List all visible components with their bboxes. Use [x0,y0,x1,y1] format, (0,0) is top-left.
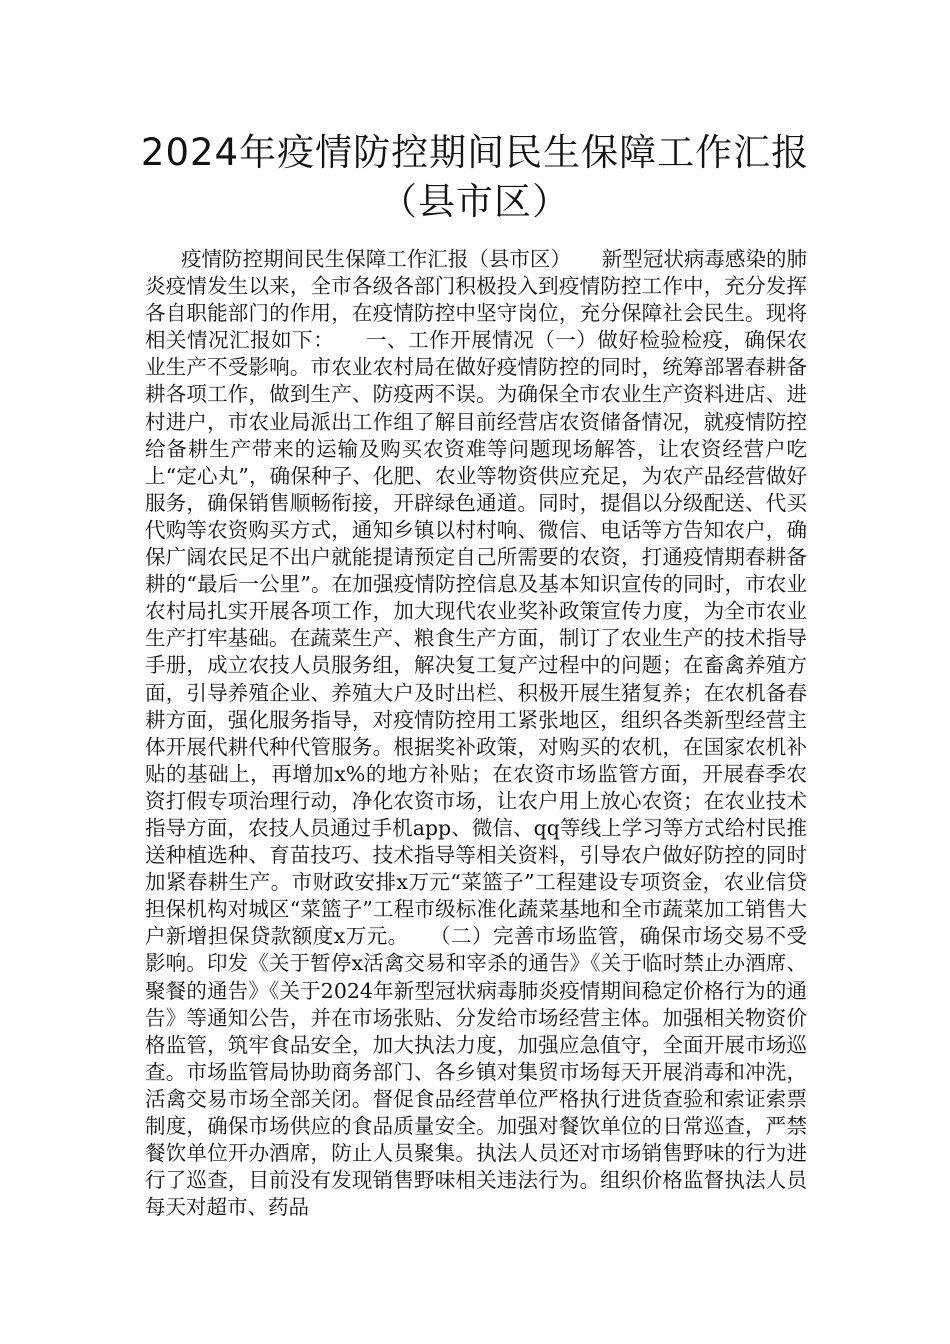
document-title [60,128,890,226]
body-paragraph: 疫情防控期间民生保障工作汇报（县市区） 新型冠状病毒感染的肺炎疫情发生以来，全市各级各部门积极投入到疫情防控工作中，充分发挥各自职能部门的作用，在疫情防控中坚守岗位，充分保障社会民生。现将相关情况汇报如下： 一、工作开展情况（一）做好检验检疫，确保农业生产不受影响。市农业农村局在做好疫情防控的同时，统筹部署春耕备耕各项工作，做到生产、防疫两不误。为确保全市农业生产资料进店、进村进户，市农业局派出工作组了解目前经营店农资储备情况，就疫情防控给备耕生产带来的运输及购买农资难等问题现场解答，让农资经营户吃上“定心丸”，确保种子、化肥、农业等物资供应充足，为农产品经营做好服务，确保销售顺畅衔接，开辟绿色通道。同时，提倡以分级配送、代买代购等农资购买方式，通知乡镇以村村响、微信、电话等方告知农户，确保广阔农民足不出户就能提请预定自己所需要的农资，打通疫情期春耕备耕的“最后一公里”。在加强疫情防控信息及基本知识宣传的同时，市农业农村局扎实开展各项工作，加大现代农业奖补政策宣传力度，为全市农业生产打牢基础。在蔬菜生产、粮食生产方面，制订了农业生产的技术指导手册，成立农技人员服务组，解决复工复产过程中的问题；在畜禽养殖方面，引导养殖企业、养殖大户及时出栏、积极开展生猪复养；在农机备春耕方面，强化服务指导，对疫情防控用工紧张地区，组织各类新型经营主体开展代耕代种代管服务。根据奖补政策，对购买的农机，在国家农机补贴的基础上，再增加x%的地方补贴；在农资市场监管方面，开展春季农资打假专项治理行动，净化农资市场，让农户用上放心农资；在农业技术指导方面，农技人员通过手机app、微信、qq等线上学习等方式给村民推送种植选种、育苗技巧、技术指导等相关资料，引导农户做好防控的同时加紧春耕生产。市财政安排x万元“菜篮子”工程建设专项资金，农业信贷担保机构对城区“菜篮子”工程市级标准化蔬菜基地和全市蔬菜加工销售大户新增担保贷款额度x万元。 （二）完善市场监管，确保市场交易不受影响。印发《关于暂停x活禽交易和宰杀的通告》《关于临时禁止办酒席、聚餐的通告》《关于2024年新型冠状病毒肺炎疫情期间稳定价格行为的通告》等通知公告，并在市场张贴、分发给市场经营主体。加强相关物资价格监管，筑牢食品安全，加大执法力度，加强应急值守，全面开展市场巡查。市场监管局协助商务部门、各乡镇对集贸市场每天开展消毒和冲洗，活禽交易市场全部关闭。督促食品经营单位严格执行进货查验和索证索票制度，确保市场供应的食品质量安全。加强对餐饮单位的日常巡查，严禁餐饮单位开办酒席，防止人员聚集。执法人员还对市场销售野味的行为进行了巡查，目前没有发现销售野味相关违法行为。组织价格监督执法人员每天对超市、药品 [145,247,807,1220]
title-line-sub: （县市区） [380,180,570,223]
title-line-main: 2024年疫情防控期间民生保障工作汇报 [140,131,810,174]
